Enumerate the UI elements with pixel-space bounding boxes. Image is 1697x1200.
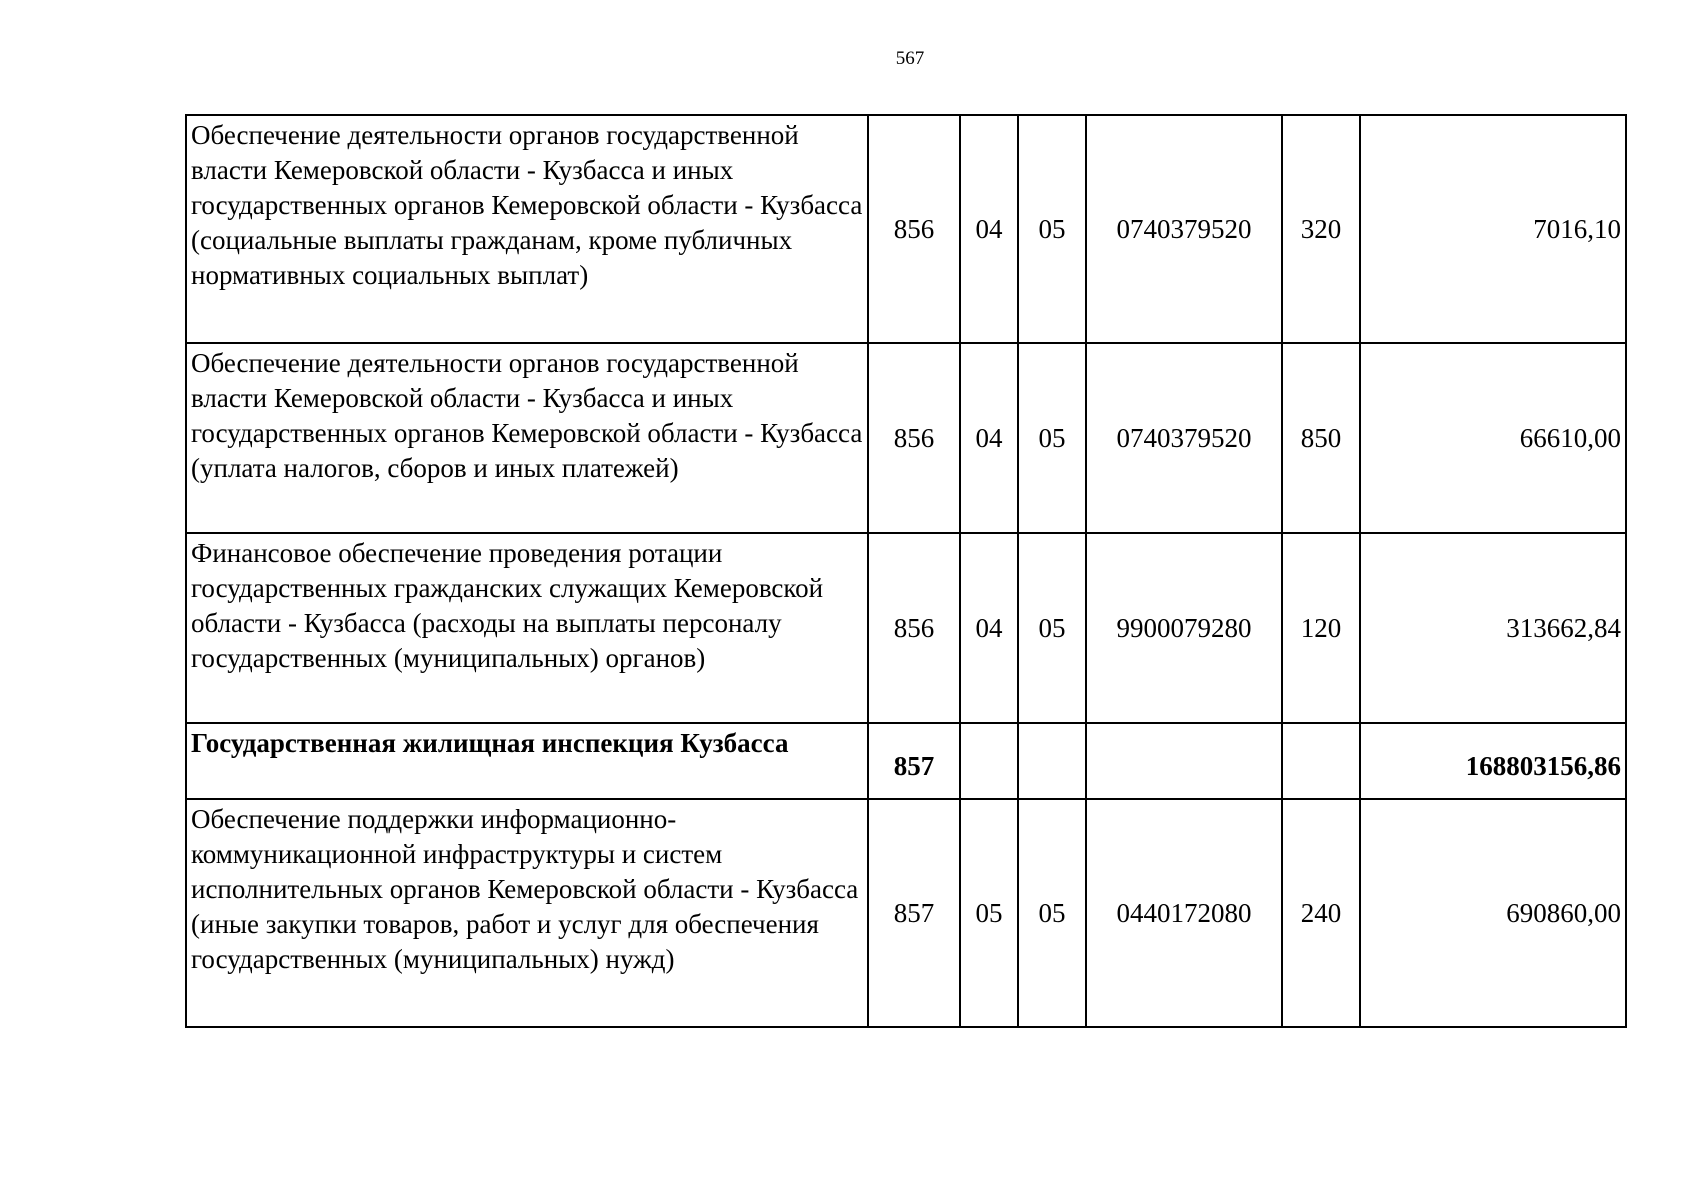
budget-table	[185, 114, 1627, 1028]
target-article-code: 0740379520	[1086, 115, 1282, 343]
row-description: Государственная жилищная инспекция Кузбасса	[186, 723, 868, 799]
target-article-code: 0740379520	[1086, 343, 1282, 533]
expense-type-code: 850	[1282, 343, 1360, 533]
section-code	[960, 723, 1018, 799]
table-row	[186, 799, 1626, 1027]
expense-type-code: 240	[1282, 799, 1360, 1027]
table-row	[186, 533, 1626, 723]
target-article-code: 0440172080	[1086, 799, 1282, 1027]
table-row	[186, 723, 1626, 799]
subsection-code: 05	[1018, 343, 1086, 533]
ministry-code: 857	[868, 723, 960, 799]
table-row	[186, 115, 1626, 343]
subsection-code	[1018, 723, 1086, 799]
row-description: Финансовое обеспечение проведения ротации государственных гражданских служащих Кемеровской области - Кузбасса (расходы на выплаты персоналу государственных (муниципальных) органов)	[186, 533, 868, 723]
expense-type-code	[1282, 723, 1360, 799]
ministry-code: 856	[868, 533, 960, 723]
ministry-code: 856	[868, 115, 960, 343]
subsection-code: 05	[1018, 115, 1086, 343]
row-description: Обеспечение деятельности органов государственной власти Кемеровской области - Кузбасса и иных государственных органов Кемеровской области - Кузбасса (социальные выплаты гражданам, кроме публичных нормативных социальных выплат)	[186, 115, 868, 343]
target-article-code: 9900079280	[1086, 533, 1282, 723]
ministry-code: 856	[868, 343, 960, 533]
subsection-code: 05	[1018, 533, 1086, 723]
section-code: 04	[960, 533, 1018, 723]
section-code: 04	[960, 115, 1018, 343]
amount-value: 66610,00	[1360, 343, 1626, 533]
amount-value: 313662,84	[1360, 533, 1626, 723]
amount-value: 690860,00	[1360, 799, 1626, 1027]
section-code: 05	[960, 799, 1018, 1027]
page-number: 567	[895, 48, 925, 69]
row-description: Обеспечение поддержки информационно-коммуникационной инфраструктуры и систем исполнительных органов Кемеровской области - Кузбасса (иные закупки товаров, работ и услуг для обеспечения государственных (муниципальных) нужд)	[186, 799, 868, 1027]
section-code: 04	[960, 343, 1018, 533]
amount-value: 7016,10	[1360, 115, 1626, 343]
row-description: Обеспечение деятельности органов государственной власти Кемеровской области - Кузбасса и иных государственных органов Кемеровской области - Кузбасса (уплата налогов, сборов и иных платежей)	[186, 343, 868, 533]
subsection-code: 05	[1018, 799, 1086, 1027]
expense-type-code: 320	[1282, 115, 1360, 343]
amount-value: 168803156,86	[1360, 723, 1626, 799]
ministry-code: 857	[868, 799, 960, 1027]
table-row	[186, 343, 1626, 533]
expense-type-code: 120	[1282, 533, 1360, 723]
target-article-code	[1086, 723, 1282, 799]
